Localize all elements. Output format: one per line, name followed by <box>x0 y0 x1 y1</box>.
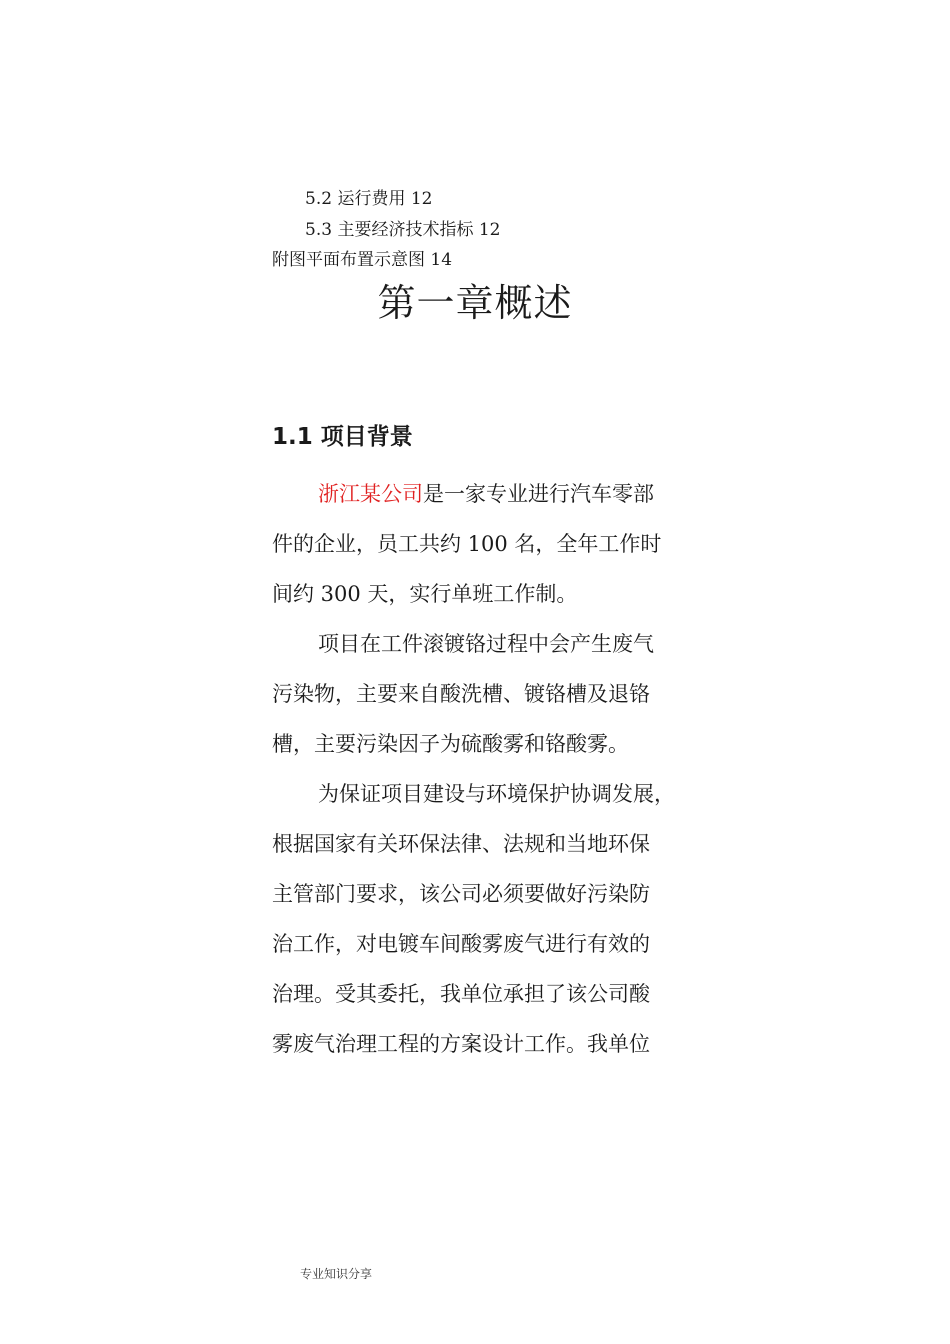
toc-entry-5-3: 5.3 主要经济技术指标 12 <box>305 220 501 240</box>
paragraph-3-line-4: 治工作，对电镀车间酸雾废气进行有效的 <box>272 932 650 956</box>
footer-note: 专业知识分享 <box>300 1267 373 1281</box>
paragraph-3-line-5: 治理。受其委托，我单位承担了该公司酸 <box>272 982 650 1006</box>
paragraph-3-line-2: 根据国家有关环保法律、法规和当地环保 <box>272 832 650 856</box>
toc-entry-5-2: 5.2 运行费用 12 <box>305 189 433 209</box>
paragraph-3-line-1: 为保证项目建设与环境保护协调发展， <box>318 782 675 806</box>
paragraph-3-line-3: 主管部门要求，该公司必须要做好污染防 <box>272 882 650 906</box>
paragraph-1-line-2: 件的企业，员工共约 100 名，全年工作时 <box>272 532 662 556</box>
paragraph-3-line-6: 雾废气治理工程的方案设计工作。我单位 <box>272 1032 650 1056</box>
paragraph-2-line-2: 污染物，主要来自酸洗槽、镀铬槽及退铬 <box>272 682 650 706</box>
toc-entry-appendix: 附图平面布置示意图 14 <box>272 250 453 270</box>
chapter-title: 第一章概述 <box>377 281 573 325</box>
paragraph-1-line-1 <box>318 479 654 509</box>
paragraph-1-line-3: 间约 300 天，实行单班工作制。 <box>272 582 578 606</box>
paragraph-2-line-1: 项目在工件滚镀铬过程中会产生废气 <box>318 632 654 656</box>
paragraph-2-line-3: 槽，主要污染因子为硫酸雾和铬酸雾。 <box>272 732 629 756</box>
section-heading: 1.1 项目背景 <box>272 424 413 450</box>
company-name: 浙江某公司 <box>318 482 423 506</box>
paragraph-1-line-1-text: 是一家专业进行汽车零部 <box>423 482 654 506</box>
